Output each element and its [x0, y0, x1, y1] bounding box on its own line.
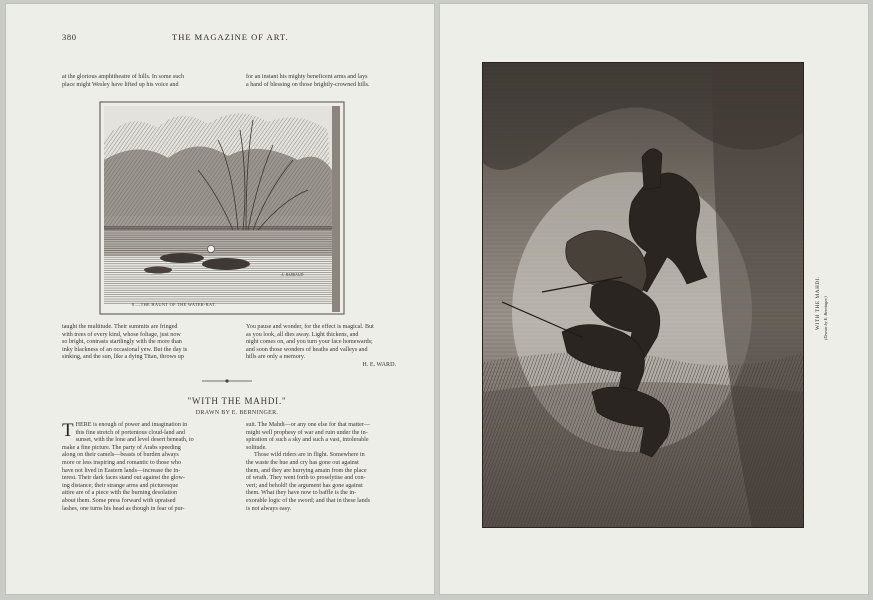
- text-line: of wrath. They went forth to proselytise and con-: [246, 475, 366, 482]
- engraving-signature: A. BARRAUD: [281, 272, 304, 277]
- text-line: a hand of blessing on those brightly-crowned hills.: [246, 81, 370, 88]
- text-line: sinking, and the sun, like a dying Titan, throws up: [62, 354, 184, 361]
- text-line: the waste the hue and cry has gone out against: [246, 459, 359, 466]
- text-line: make a fine picture. The party of Arabs speeding: [62, 444, 181, 451]
- text-line: suit. The Mahdi—or any one else for that matter—: [246, 422, 370, 428]
- text-line: them, and they are hurrying amain from the place: [246, 467, 367, 474]
- text-line: along on their camels—beasts of burden always: [62, 452, 179, 459]
- drop-cap: T: [62, 420, 74, 441]
- intro-column-right: [246, 74, 416, 89]
- text-line: You pause and wonder, for the effect is magical. But: [246, 324, 374, 330]
- author-signature: H. E. WARD.: [362, 361, 396, 368]
- text-line: solitude.: [246, 444, 267, 451]
- text-line: vert; and behold! the argument has gone against: [246, 482, 363, 489]
- text-line: terest. Their dark faces stand out against the glow-: [62, 475, 185, 482]
- ornamental-divider: [202, 379, 252, 383]
- text-line: ing distance; their strange arms and picturesque: [62, 482, 179, 489]
- running-title: THE MAGAZINE OF ART.: [172, 32, 289, 42]
- water-rat-engraving: [98, 100, 346, 316]
- text-line: them. What they have now to baffle is the in-: [246, 490, 357, 497]
- mid-column-left: [62, 324, 232, 362]
- text-line: is not always easy.: [246, 505, 292, 512]
- text-line: HERE is enough of power and imagination in: [75, 422, 188, 428]
- plate-caption: [815, 258, 829, 348]
- text-line: inky blackness of an occasional yew. But the day is: [62, 346, 188, 353]
- text-line: about them. Some press forward with upraised: [62, 497, 176, 504]
- text-line: taught the multitude. Their summits are fringed: [62, 324, 178, 330]
- plate-title: WITH THE MAHDI.: [815, 276, 821, 330]
- text-line: hills are only a memory.: [246, 354, 306, 361]
- text-line: and soon those wonders of heaths and valleys and: [246, 346, 368, 353]
- plate-credit: (Drawn by E. Berninger.): [823, 296, 828, 340]
- engraving-caption: 8.—THE HAUNT OF THE WATER-RAT.: [132, 302, 217, 307]
- text-line: attire are of a piece with the burning desolation: [62, 490, 178, 497]
- text-line: as you look, all dies away. Light thickens, and: [246, 331, 359, 338]
- article-column-left: [62, 422, 232, 513]
- article-column-right: [246, 422, 416, 513]
- running-header: [62, 32, 406, 44]
- left-page: [6, 4, 434, 594]
- text-line: have not lived in Eastern lands—increase the in-: [62, 467, 181, 474]
- text-line: spiration of such a sky and such a vast, intolerable: [246, 437, 369, 444]
- text-line: with trees of every kind, whose foliage, just now: [62, 331, 181, 338]
- text-line: might well prophesy of war and ruin under the in-: [246, 429, 368, 436]
- text-line: place might Wesley have lifted up his voice and: [62, 81, 179, 88]
- article-title: "WITH THE MAHDI.": [187, 396, 287, 406]
- article-byline: DRAWN BY E. BERNINGER.: [195, 410, 279, 416]
- mid-column-right: [246, 324, 416, 370]
- text-line: sunset, with the lone and level desert beneath, to: [75, 437, 194, 444]
- text-line: lashes, one turns his head as though in fear of pur-: [62, 505, 185, 512]
- text-line: more or less inspiring and romantic to those who: [62, 459, 182, 466]
- text-line: this fine stretch of portentous cloud-land and: [75, 429, 185, 436]
- with-the-mahdi-plate: [482, 62, 804, 528]
- text-line: for an instant his mighty beneficent arms and lays: [246, 74, 368, 80]
- text-line: Those wild riders are in flight. Somewhere in: [254, 452, 365, 459]
- text-line: exorable logic of the sword; and that in these lands: [246, 497, 371, 504]
- page-number: 380: [62, 32, 77, 42]
- text-line: at the glorious amphitheatre of hills. In some such: [62, 74, 185, 80]
- text-line: so bright, contrasts startlingly with the more than: [62, 339, 182, 346]
- text-line: night comes on, and you turn your face homewards;: [246, 339, 373, 346]
- intro-column-left: [62, 74, 232, 89]
